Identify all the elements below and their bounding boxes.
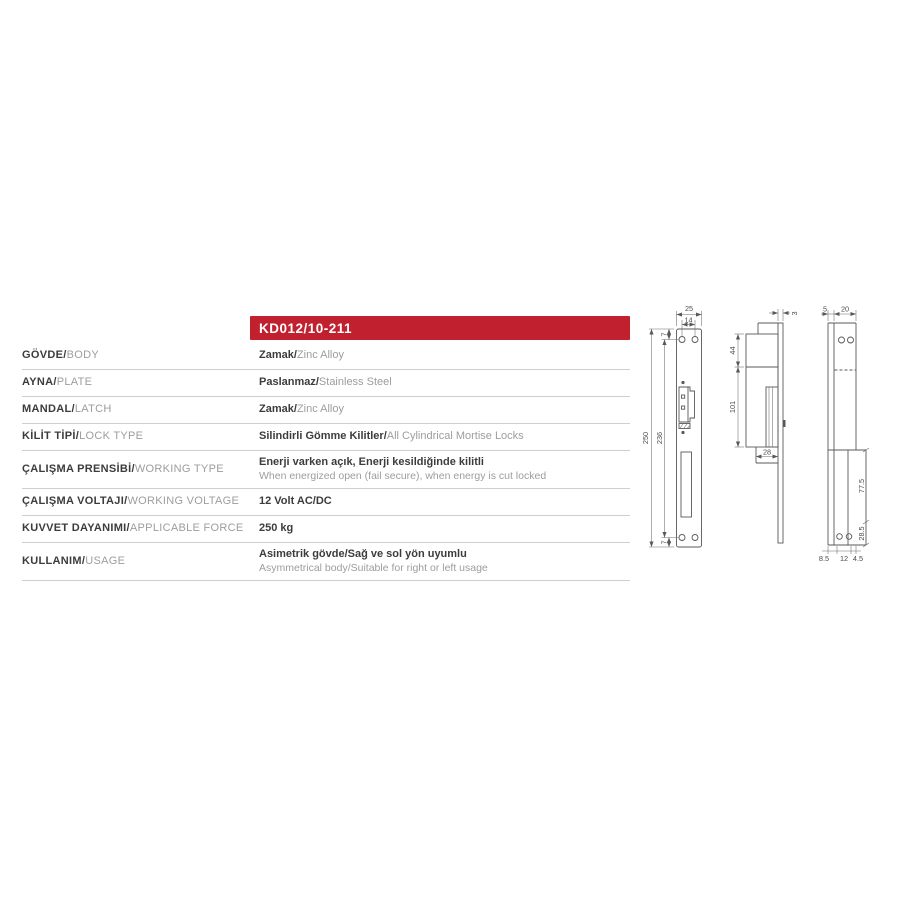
lock-body [746, 334, 778, 447]
drawings-svg [638, 300, 900, 575]
dim-plate-thickness: 3 [790, 311, 799, 316]
spec-value [250, 522, 630, 536]
spec-label [22, 495, 250, 508]
value-turkish: Zamak/ [259, 403, 297, 416]
spec-value [250, 430, 630, 444]
spec-row-lock-type [22, 424, 630, 451]
spec-label [22, 376, 250, 389]
rear-view [819, 305, 869, 564]
spec-value [250, 403, 630, 417]
label-english: LATCH [74, 403, 112, 416]
label-turkish: ÇALIŞMA VOLTAJI/ [22, 495, 128, 508]
spec-label [22, 430, 250, 443]
spec-table [22, 316, 630, 581]
spec-row-latch [22, 397, 630, 424]
label-english: USAGE [85, 554, 126, 567]
screw-hole-bottom-right [692, 535, 698, 541]
dim-upper-block-height: 77.5 [857, 478, 866, 494]
value-turkish: Zamak/ [259, 349, 297, 362]
spec-row-usage [22, 543, 630, 581]
screw-hole-bottom-left [679, 535, 685, 541]
dim-bottom-mid: 12 [839, 554, 849, 563]
spec-label [22, 555, 250, 568]
value-turkish: Asimetrik gövde/Sağ ve sol yön uyumlu [259, 547, 467, 560]
value-english: Stainless Steel [318, 376, 392, 389]
dim-upper-height: 44 [728, 346, 737, 355]
dim-mid-height: 101 [728, 400, 737, 414]
dim-bottom-right: 4.5 [852, 554, 864, 563]
spec-label [22, 403, 250, 416]
rear-hole-right [848, 337, 854, 343]
dim-top-width: 25 [684, 304, 694, 313]
spec-value [250, 495, 630, 509]
dim-lower-block-height: 28.5 [857, 526, 866, 541]
rear-hole-left [839, 337, 845, 343]
spec-row-working-voltage [22, 489, 630, 516]
face-plate-edge [778, 323, 783, 543]
label-english: APPLICABLE FORCE [129, 522, 244, 535]
spec-value [250, 456, 630, 484]
face-plate-outline [677, 329, 702, 547]
screw-hole-top-left [679, 337, 685, 343]
spec-label [22, 463, 250, 476]
value-turkish: Silindirli Gömme Kilitler/ [259, 430, 387, 443]
dim-top-hole-offset: 7 [659, 332, 669, 337]
latch-keeper [679, 381, 695, 434]
value-english: Zinc Alloy [296, 403, 344, 416]
dim-bottom-width: 28 [762, 447, 772, 457]
dim-bottom-hole-offset: 7 [659, 540, 669, 545]
label-english: BODY [66, 349, 99, 362]
label-english: LOCK TYPE [79, 430, 144, 443]
label-turkish: GÖVDE/ [22, 349, 67, 362]
label-english: WORKING TYPE [134, 462, 224, 475]
spec-value [250, 376, 630, 390]
label-turkish: KUVVET DAYANIMI/ [22, 522, 130, 535]
label-english: PLATE [56, 376, 93, 389]
side-dimensions [728, 309, 799, 457]
latch-tip [783, 420, 786, 427]
table-header-row [22, 316, 630, 340]
label-english: WORKING VOLTAGE [127, 495, 240, 508]
front-view [641, 304, 702, 547]
dim-left-width: 5 [822, 304, 828, 314]
label-turkish: KULLANIM/ [22, 554, 86, 567]
rear-bottom-hole-right [846, 534, 852, 540]
product-code-banner [250, 316, 630, 340]
value-turkish: 250 kg [259, 522, 294, 535]
value-english: Zinc Alloy [296, 349, 344, 362]
spec-label [22, 522, 250, 535]
value-english: When energized open (fail secure), when energy is cut locked [259, 470, 547, 483]
side-view [728, 309, 799, 543]
dim-hole-span: 14 [684, 315, 693, 325]
dim-bottom-left: 8.5 [818, 554, 830, 563]
spec-row-working-type [22, 451, 630, 489]
spec-label [22, 349, 250, 362]
value-english: Asymmetrical body/Suitable for right or left usage [259, 562, 488, 575]
spec-value [250, 349, 630, 363]
label-turkish: ÇALIŞMA PRENSİBİ/ [22, 462, 135, 475]
value-turkish: Enerji varken açık, Enerji kesildiğinde kilitli [259, 455, 484, 468]
value-turkish: 12 Volt AC/DC [259, 495, 332, 508]
screw-hole-top-right [692, 337, 698, 343]
technical-drawings [638, 300, 900, 575]
spec-value [250, 548, 630, 576]
label-turkish: KİLİT TİPİ/ [22, 430, 80, 443]
dim-outer-height: 250 [641, 431, 650, 445]
header-spacer [22, 316, 250, 340]
dim-right-width: 20 [840, 304, 850, 314]
spec-row-plate [22, 370, 630, 397]
rear-dimensions [819, 305, 869, 564]
label-turkish: AYNA/ [22, 376, 57, 389]
product-code: KD012/10-211 [259, 320, 353, 336]
label-turkish: MANDAL/ [22, 403, 75, 416]
value-english: All Cylindrical Mortise Locks [386, 430, 524, 443]
rear-bottom-hole-left [837, 534, 843, 540]
spec-row-body [22, 343, 630, 370]
solenoid-block [766, 387, 778, 447]
dim-inner-height: 236 [655, 431, 664, 445]
plate-slot [681, 452, 692, 517]
value-turkish: Paslanmaz/ [259, 376, 319, 389]
spec-row-applicable-force [22, 516, 630, 543]
